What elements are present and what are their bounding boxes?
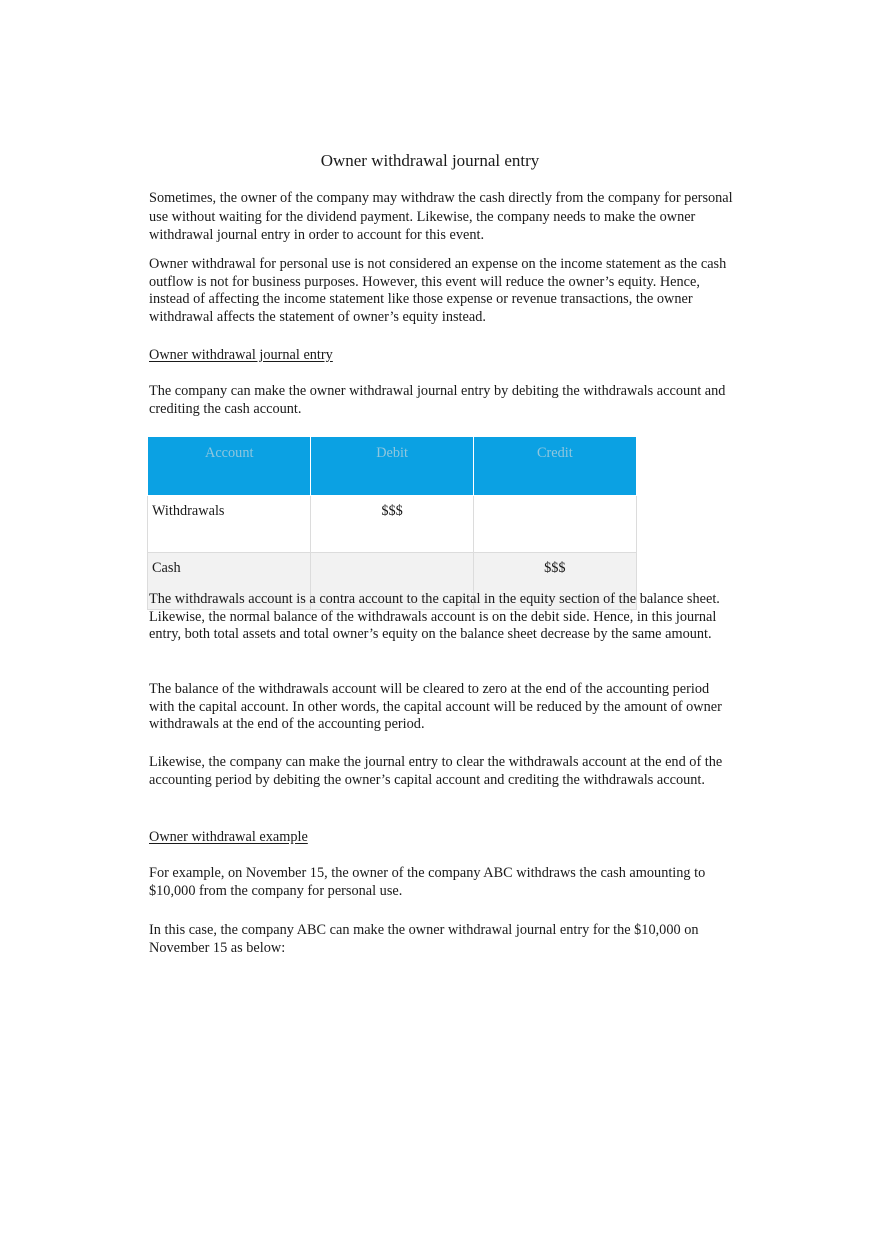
journal-entry-table — [147, 437, 637, 610]
contra-account-paragraph: The withdrawals account is a contra account to the capital in the equity section of the balance sheet. Likewise, the normal balance of the withdrawals account is on the debit side. Hence, in this journal entry, both total assets and total owner’s equity on the balance sheet decrease by the same amount. — [149, 591, 720, 643]
intro-paragraph-1: Sometimes, the owner of the company may withdraw the cash directly from the company for personal use without waiting for the dividend payment. Likewise, the company needs to make the owner withdrawal journal entry in order to account for this event. — [149, 190, 733, 244]
balance-cleared-paragraph: The balance of the withdrawals account will be cleared to zero at the end of the accounting period with the capital account. In other words, the capital account will be reduced by the amount of owner withdrawals at the end of the accounting period. — [149, 681, 722, 733]
intro-paragraph-2: Owner withdrawal for personal use is not considered an expense on the income statement as the cash outflow is not for business purposes. However, this event will reduce the owner’s equity. Hence, instead of affecting the income statement like those expense or revenue transactions, the owner withdrawal affects the statement of owner’s equity instead. — [149, 256, 727, 325]
table-cell-account: Cash — [148, 553, 311, 610]
table-cell-debit: $$$ — [311, 496, 473, 553]
section-heading-journal-entry: Owner withdrawal journal entry — [149, 347, 333, 363]
example-paragraph-2: In this case, the company ABC can make the owner withdrawal journal entry for the $10,000 on November 15 as below: — [149, 922, 699, 956]
journal-entry-paragraph: The company can make the owner withdrawal journal entry by debiting the withdrawals account and crediting the cash account. — [149, 383, 726, 417]
table-header-debit: Debit — [311, 437, 473, 496]
section-heading-example: Owner withdrawal example — [149, 829, 308, 845]
table-cell-credit — [473, 496, 636, 553]
table-row — [148, 496, 637, 553]
example-paragraph-1: For example, on November 15, the owner of the company ABC withdraws the cash amounting to $10,000 from the company for personal use. — [149, 865, 706, 899]
page-title: Owner withdrawal journal entry — [320, 151, 540, 170]
clear-withdrawals-paragraph: Likewise, the company can make the journal entry to clear the withdrawals account at the end of the accounting period by debiting the owner’s capital account and crediting the withdrawals account. — [149, 754, 723, 788]
table-header-credit: Credit — [473, 437, 636, 496]
table-header-row — [148, 437, 637, 496]
table-cell-credit: $$$ — [473, 553, 636, 610]
table-cell-account: Withdrawals — [148, 496, 311, 553]
table-header-account: Account — [148, 437, 311, 496]
